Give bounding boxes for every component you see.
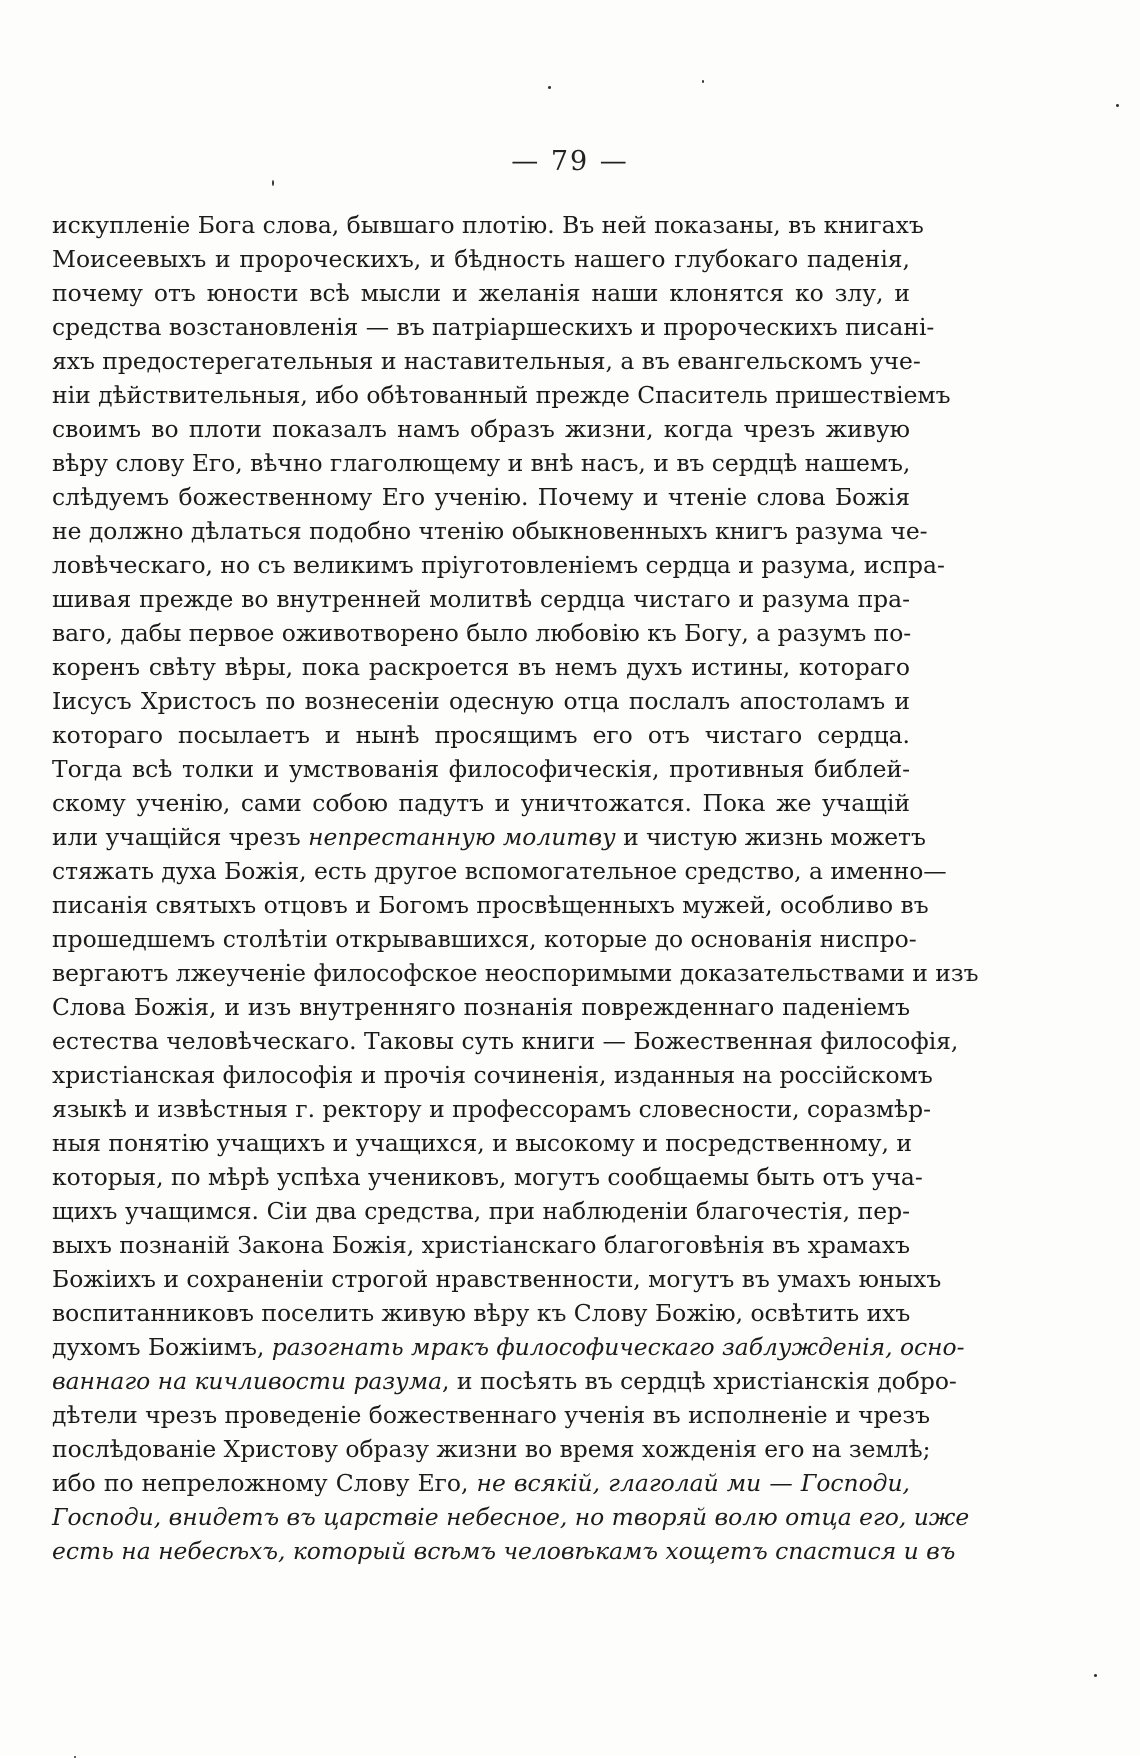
text-line	[52, 1160, 923, 1194]
text-segment: котораго посылаетъ и нынѣ просящимъ его отъ чистаго сердца.	[52, 721, 910, 749]
text-segment: яхъ предостерегательныя и наставительныя, а въ евангельскомъ уче-	[52, 347, 921, 375]
text-line	[52, 616, 910, 650]
text-segment: Іисусъ Христосъ по вознесеніи одесную отца послалъ апостоламъ и	[52, 687, 910, 715]
text-segment: почему отъ юности всѣ мысли и желанія наши клонятся ко злу, и	[52, 279, 910, 307]
text-segment: Божіихъ и сохраненіи строгой нравственности, могутъ въ умахъ юныхъ	[52, 1265, 942, 1293]
text-segment: которыя, по мѣрѣ успѣха учениковъ, могутъ сообщаемы быть отъ уча-	[52, 1163, 923, 1191]
text-line	[52, 718, 910, 752]
text-segment: вергаютъ лжеученіе философское неоспоримыми доказательствами и изъ	[52, 959, 979, 987]
text-segment: скому ученію, сами собою падутъ и уничтожатся. Пока же учащій	[52, 789, 910, 817]
text-line	[52, 820, 926, 854]
italic-text-segment: Господи, внидетъ въ царствіе небесное, но творяй волю отца его, иже	[52, 1503, 970, 1531]
text-line	[52, 548, 945, 582]
text-segment: Слова Божія, и изъ внутренняго познанія поврежденнаго паденіемъ	[52, 993, 910, 1021]
text-segment: послѣдованіе Христову образу жизни во время хожденія его на землѣ;	[52, 1435, 931, 1463]
text-segment: прошедшемъ столѣтіи открывавшихся, которые до основанія ниспро-	[52, 925, 917, 953]
text-segment: шивая прежде во внутренней молитвѣ сердца чистаго и разума пра-	[52, 585, 910, 613]
italic-text-segment: разогнать мракъ философическаго заблужденія, осно-	[271, 1333, 965, 1361]
print-speck	[272, 180, 274, 186]
text-segment: дѣтели чрезъ проведеніе божественнаго ученія въ исполненіе и чрезъ	[52, 1401, 931, 1429]
text-line	[52, 1194, 910, 1228]
text-segment: ловѣческаго, но съ великимъ пріуготовленіемъ сердца и разума, испра-	[52, 551, 945, 579]
text-line	[52, 786, 910, 820]
text-segment: , и посѣять въ сердцѣ христіанскія добро-	[442, 1367, 957, 1395]
text-segment: выхъ познаній Закона Божія, христіанскаго благоговѣнія въ храмахъ	[52, 1231, 910, 1259]
text-segment: языкѣ и извѣстныя г. ректору и профессорамъ словесности, соразмѣр-	[52, 1095, 932, 1123]
text-segment: ныя понятію учащихъ и учащихся, и высокому и посредственному, и	[52, 1129, 912, 1157]
text-line	[52, 1228, 910, 1262]
text-segment: или учащійся чрезъ	[52, 823, 309, 851]
text-segment: и чистую жизнь можетъ	[615, 823, 926, 851]
text-segment: щихъ учащимся. Сіи два средства, при наблюденіи благочестія, пер-	[52, 1197, 910, 1225]
text-line	[52, 446, 910, 480]
print-speck	[702, 80, 704, 83]
text-line	[52, 1364, 957, 1398]
text-line	[52, 1024, 959, 1058]
text-segment: воспитанниковъ поселить живую вѣру къ Слову Божію, освѣтить ихъ	[52, 1299, 911, 1327]
text-segment: коренъ свѣту вѣры, пока раскроется въ немъ духъ истины, котораго	[52, 653, 910, 681]
text-segment: стяжать духа Божія, есть другое вспомогательное средство, а именно—	[52, 857, 947, 885]
italic-text-segment: непрестанную молитву	[308, 823, 616, 851]
text-line	[52, 1398, 931, 1432]
print-speck	[548, 86, 551, 89]
text-line	[52, 956, 979, 990]
text-line	[52, 276, 910, 310]
text-segment: средства возстановленія — въ патріаршескихъ и пророческихъ писані-	[52, 313, 935, 341]
text-segment: Тогда всѣ толки и умствованія философическія, противныя библей-	[52, 755, 910, 783]
text-segment: ибо по непреложному Слову Его,	[52, 1469, 477, 1497]
text-segment: слѣдуемъ божественному Его ученію. Почему и чтеніе слова Божія	[52, 483, 910, 511]
text-line	[52, 344, 921, 378]
text-segment: своимъ во плоти показалъ намъ образъ жизни, когда чрезъ живую	[52, 415, 910, 443]
text-line	[52, 412, 910, 446]
text-line	[52, 1500, 970, 1534]
text-line	[52, 650, 910, 684]
text-line	[52, 378, 951, 412]
text-line	[52, 854, 947, 888]
text-line	[52, 582, 910, 616]
text-line	[52, 1534, 956, 1568]
text-line	[52, 480, 910, 514]
print-speck	[1094, 1674, 1097, 1677]
text-line	[52, 1058, 933, 1092]
text-line	[52, 242, 910, 276]
page-number: — 79 —	[511, 146, 629, 177]
text-segment: христіанская философія и прочія сочиненія, изданныя на россійскомъ	[52, 1061, 933, 1089]
print-speck	[1116, 104, 1119, 107]
text-segment: Моисеевыхъ и пророческихъ, и бѣдность нашего глубокаго паденія,	[52, 245, 910, 273]
text-line	[52, 1126, 910, 1160]
text-segment: вѣру слову Его, вѣчно глаголющему и внѣ насъ, и въ сердцѣ нашемъ,	[52, 449, 911, 477]
text-line	[52, 684, 910, 718]
text-line	[52, 1466, 910, 1500]
italic-text-segment: ваннаго на кичливости разума	[52, 1367, 443, 1395]
text-segment: ніи дѣйствительныя, ибо обѣтованный прежде Спаситель пришествіемъ	[52, 381, 951, 409]
italic-text-segment: есть на небесѣхъ, который всѣмъ человѣкамъ хощетъ спастися и въ	[52, 1537, 956, 1565]
text-line	[52, 888, 929, 922]
text-line	[52, 208, 924, 242]
text-line	[52, 922, 917, 956]
text-line	[52, 990, 910, 1024]
text-segment: ваго, дабы первое оживотворено было любовію къ Богу, а разумъ по-	[52, 619, 912, 647]
text-line	[52, 1432, 931, 1466]
text-line	[52, 1296, 910, 1330]
text-segment: естества человѣческаго. Таковы суть книги — Божественная философія,	[52, 1027, 959, 1055]
text-line	[52, 514, 928, 548]
text-line	[52, 1092, 932, 1126]
italic-text-segment: не всякій, глаголай ми — Господи,	[476, 1469, 910, 1497]
text-line	[52, 752, 910, 786]
text-segment: духомъ Божіимъ,	[52, 1333, 272, 1361]
text-segment: не должно дѣлаться подобно чтенію обыкновенныхъ книгъ разума че-	[52, 517, 928, 545]
text-line	[52, 310, 935, 344]
body-text	[52, 208, 979, 1568]
text-segment: писанія святыхъ отцовъ и Богомъ просвѣщенныхъ мужей, особливо въ	[52, 891, 929, 919]
text-line	[52, 1330, 965, 1364]
text-line	[52, 1262, 942, 1296]
text-segment: искупленіе Бога слова, бывшаго плотію. Въ ней показаны, въ книгахъ	[52, 211, 924, 239]
